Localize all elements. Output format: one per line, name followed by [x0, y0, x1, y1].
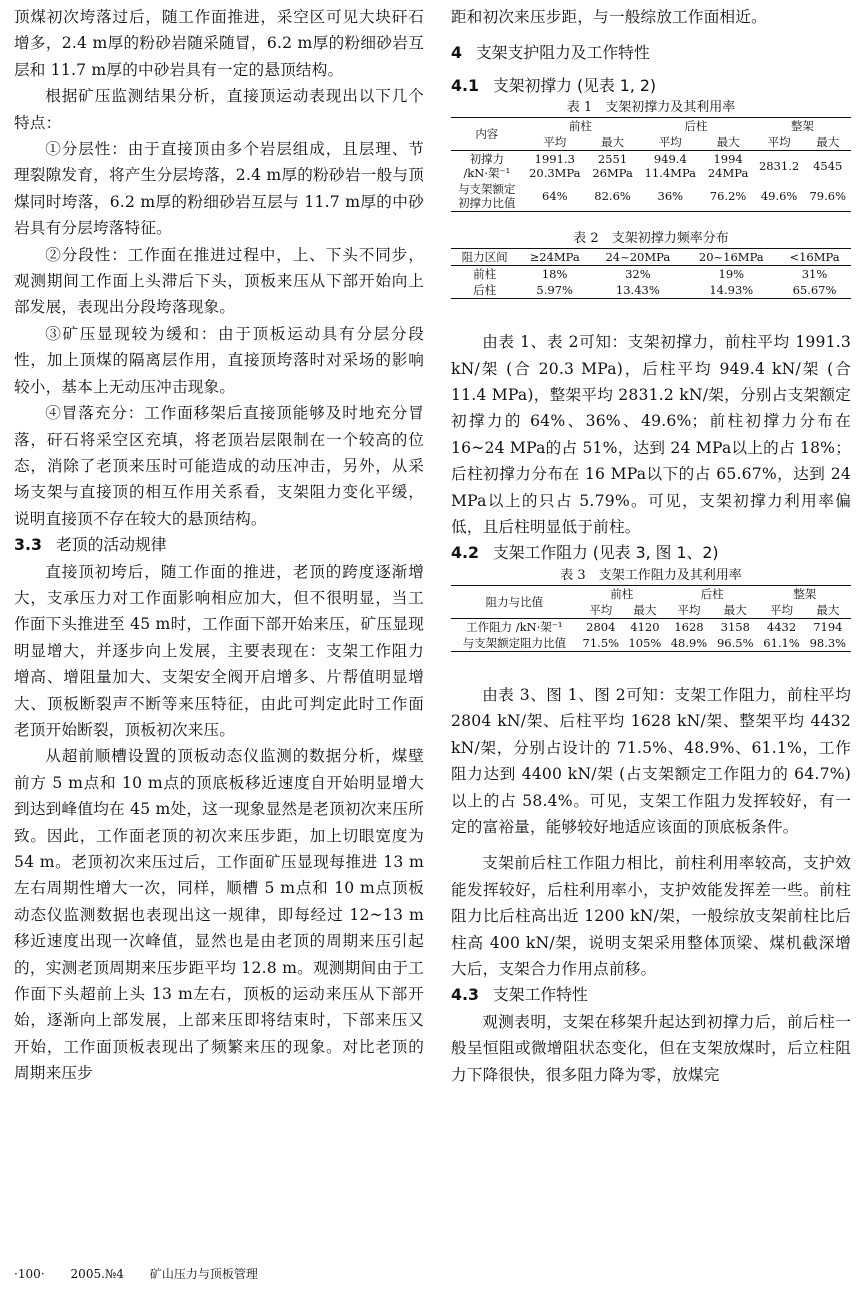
table-cell: 48.9% [666, 635, 712, 652]
table-caption: 表 1 支架初撑力及其利用率 [566, 100, 736, 116]
table-row-label-line: 与支架额定 [458, 182, 516, 197]
table-row-label: 与支架额定阻力比值 [451, 635, 578, 652]
table-1 [451, 99, 851, 212]
paragraph-monitoring-analysis: 从超前顺槽设置的顶板动态仪监测的数据分析，煤壁前方 5 m点和 10 m点的顶底板移近速度自开始明显增大到达到峰值均在 45 m处，这一现象显然是老顶初次来压所致。因此，工作面老顶的初次来压步距，加上切眼宽度为 54 m。老顶初次来压过后，工作面矿压显现每推进 13 m左右周期性增大一次，同样，顺槽 5 m点和 10 m点顶板动态仪监测数据也表现出这一规律，即每经过 12~13 m移近速度出现一次峰值，显然也是由老顶的周期来压引起的，实测老顶周期来压步距平均 12.8 m。观测期间由于工作面下头超前上头 13 m左右，顶板的运动来压从下部开始，逐渐向上部发展，上部来压即将结束时，下部来压又开始，工作面顶板表现出了频繁来压的现象。对比老顶的周期来压步 [14, 747, 424, 1083]
table-cell: 4545 [813, 159, 843, 174]
table-cell: 2831.2 [758, 159, 800, 174]
table-cell-value: 1991.3 [534, 152, 575, 167]
table-header: <16MPa [778, 249, 851, 266]
paragraph-segmenting: ②分段性：工作面在推进过程中，上、下头不同步，观测期间工作面上头滞后下头，顶板来压从下部开始向上部发展，表现出分段垮落现象。 [14, 245, 424, 317]
section-heading-4-3 [451, 982, 851, 1008]
table-cell [523, 151, 587, 182]
paragraph-step-continuation: 距和初次来压步距，与一般综放工作面相近。 [451, 8, 767, 26]
table-cell: 36% [638, 181, 702, 212]
table-cell-value: 1994 [713, 152, 743, 167]
table-cell-value: 20.3MPa [529, 166, 581, 181]
table-header: 最大 [587, 134, 638, 151]
table-cell: 31% [801, 267, 828, 282]
right-column [451, 4, 851, 1088]
section-heading-3-3 [14, 532, 424, 558]
paragraph-main-roof-first-weighting: 直接顶初垮后，随工作面的推进，老顶的跨度逐渐增大，支承压力对工作面影响相应加大，但不很明显，当工作面下头推进至 45 m时，工作面下部开始来压，矿压显现明显增大，并逐步向上发展，主要表现在：支架工作阻力增高、增阻量加大、支架安全阀开启增多、片帮值明显增大、顶板断裂声不断等来压特征，由此可判定此时工作面老顶开始断裂，顶板初次来压。 [14, 562, 424, 739]
table-header: 平均 [578, 602, 624, 619]
table-cell: 4432 [766, 619, 797, 634]
table-header: 平均 [638, 134, 702, 151]
table-cell: 14.93% [685, 282, 778, 299]
table-cell: 71.5% [578, 635, 624, 652]
table-header: 后柱 [638, 118, 754, 135]
table-header: 最大 [805, 134, 851, 151]
paragraph-full-caving: ④冒落充分：工作面移架后直接顶能够及时地充分冒落，矸石将采空区充填，将老顶岩层限制在一个较高的位态，消除了老顶来压时可能造成的动压冲击，另外，从采场支架与直接顶的相互作用关系看，支架阻力变化平缓，说明直接顶不存在较大的悬顶结构。 [14, 404, 424, 528]
table-cell: 79.6% [805, 181, 851, 212]
issue-number: 2005.№4 [70, 1267, 124, 1281]
table-header: 最大 [624, 602, 666, 619]
table-cell: 105% [624, 635, 666, 652]
section-heading-4 [451, 40, 851, 66]
table-cell-value: 11.4MPa [644, 166, 697, 181]
table-cell [638, 151, 702, 182]
table-row-label [451, 151, 523, 182]
table-row-label [451, 181, 523, 212]
table-cell: 4120 [630, 619, 660, 634]
table-cell: 7194 [813, 619, 843, 634]
paragraph-mild-pressure: ③矿压显现较为缓和：由于顶板运动具有分层分段性，加上顶煤的隔离层作用，直接顶垮落时对采场的影响较小，基本上无动压冲击现象。 [14, 324, 424, 396]
table-cell: 65.67% [778, 282, 851, 299]
table-cell: 18% [541, 267, 568, 282]
table-cell [703, 151, 754, 182]
table-caption: 表 2 支架初撑力频率分布 [573, 231, 729, 247]
paragraph-roof-coal-caving: 顶煤初次垮落过后，随工作面推进，采空区可见大块矸石增多，2.4 m厚的粉砂岩随采随冒，6.2 m厚的粉细砂岩互层和 11.7 m厚的中砂岩具有一定的悬顶结构。 [14, 8, 424, 79]
table-cell: 82.6% [587, 181, 638, 212]
table-1-grid [451, 117, 851, 212]
table-cell: 19% [718, 267, 745, 282]
table-cell: 3158 [720, 619, 750, 634]
table-row-label-line: 初撑力比值 [458, 196, 516, 211]
paragraph-support-characteristics: 观测表明，支架在移架升起达到初撑力后，前后柱一般呈恒阻或微增阻状态变化，但在支架放煤时，后立柱阻力下降很快，很多阻力降为零，放煤完 [451, 1012, 851, 1084]
table-header: 内容 [451, 118, 523, 151]
left-column [14, 4, 424, 1087]
table-header: ≥24MPa [518, 249, 591, 266]
page-number: ·100· [14, 1267, 45, 1281]
paragraph-layering: ①分层性：由于直接顶由多个岩层组成，且层理、节理裂隙发育，将产生分层垮落，2.4 m厚的粉砂岩一般与顶煤同时垮落，6.2 m厚的粉细砂岩互层与 11.7 m厚的中砂岩具有分层垮落特征。 [14, 140, 424, 238]
table-cell-value: 2551 [597, 152, 628, 167]
table-caption: 表 3 支架工作阻力及其利用率 [560, 567, 742, 583]
table-cell: 32% [625, 267, 651, 282]
section-title: 支架支护阻力及工作特性 [476, 43, 650, 63]
table-header: 平均 [758, 602, 804, 619]
table-cell: 1628 [674, 619, 704, 634]
table-cell-value: 26MPa [592, 166, 633, 181]
table-cell-value: 949.4 [653, 152, 687, 167]
table-header: 前柱 [578, 585, 666, 602]
table-header: 整架 [754, 118, 851, 135]
table-row-label: 后柱 [451, 282, 518, 299]
page-footer [14, 1266, 284, 1282]
table-2-grid [451, 248, 851, 299]
table-header: 后柱 [666, 585, 759, 602]
table-cell: 76.2% [703, 181, 754, 212]
table-cell: 61.1% [758, 635, 804, 652]
table-row-label: 前柱 [473, 267, 497, 282]
table-cell: 49.6% [754, 181, 805, 212]
paragraph-working-resistance-analysis: 由表 3、图 1、图 2可知：支架工作阻力，前柱平均 2804 kN/架、后柱平均 1628 kN/架、整架平均 4432 kN/架，分别占设计的 71.5%、48.9%、61.1%，工作阻力达到 4400 kN/架 (占支架额定工作阻力的 64.7%) 以上的占 58.4%。可见，支架工作阻力发挥较好，有一定的富裕量，能够较好地适应该面的顶底板条件。 [451, 685, 851, 836]
section-title: 支架工作特性 [492, 985, 588, 1005]
section-number: 4.1 [451, 75, 479, 95]
table-header: 最大 [703, 134, 754, 151]
paragraph-setting-load-analysis: 由表 1、表 2可知：支架初撑力，前柱平均 1991.3 kN/架 (合 20.3 MPa)，后柱平均 949.4 kN/架 (合 11.4 MPa)，整架平均 2831.2 kN/架，分别占支架额定初撑力的 64%、36%、49.6%；前柱初撑力分布在 16~24 MPa的占 51%，达到 24 MPa以上的占 18%；后柱初撑力分布在 16 MPa以下的占 65.67%，达到 24 MPa以上的只占 5.79%。可见，支架初撑力利用率偏低，且后柱明显低于前柱。 [451, 333, 851, 537]
table-cell: 5.97% [518, 282, 591, 299]
section-number: 4.3 [451, 985, 479, 1005]
paragraph-features-intro: 根据矿压监测结果分析，直接顶运动表现出以下几个特点： [14, 87, 424, 132]
table-cell: 96.5% [712, 635, 758, 652]
table-header: 平均 [523, 134, 587, 151]
table-cell: 98.3% [805, 635, 851, 652]
table-row-label-line: 初撑力 [469, 152, 505, 167]
table-header: 阻力区间 [451, 249, 518, 266]
table-3 [451, 567, 851, 652]
section-heading-4-2 [451, 540, 851, 566]
section-heading-4-1 [451, 73, 851, 99]
table-2 [451, 230, 851, 299]
table-header: 平均 [666, 602, 712, 619]
table-cell: 13.43% [591, 282, 684, 299]
table-cell [587, 151, 638, 182]
table-header: 平均 [754, 134, 805, 151]
table-row-label-line: /kN·架⁻¹ [463, 166, 511, 181]
section-title: 支架初撑力 (见表 1, 2) [492, 75, 657, 95]
table-header: 整架 [758, 585, 851, 602]
section-title: 支架工作阻力 (见表 3, 图 1、2) [492, 543, 719, 563]
table-header: 最大 [805, 602, 851, 619]
section-title: 老顶的活动规律 [55, 535, 167, 555]
table-header: 前柱 [523, 118, 639, 135]
table-3-grid [451, 585, 851, 652]
journal-name: 矿山压力与顶板管理 [149, 1267, 258, 1281]
table-header: 20~16MPa [685, 249, 778, 266]
section-number: 4 [451, 43, 462, 63]
table-cell: 2804 [586, 619, 616, 634]
table-row-label: 工作阻力 /kN·架⁻¹ [466, 619, 563, 634]
table-header: 24~20MPa [591, 249, 684, 266]
table-cell: 64% [523, 181, 587, 212]
section-number: 4.2 [451, 543, 479, 563]
table-header: 阻力与比值 [451, 585, 578, 618]
table-cell-value: 24MPa [707, 166, 749, 181]
paragraph-front-rear-comparison: 支架前后柱工作阻力相比，前柱利用率较高，支护效能发挥较好，后柱利用率小，支护效能发挥差一些。前柱阻力比后柱高出近 1200 kN/架，一般综放支架前柱比后柱高 400 kN/架，说明支架采用整体顶梁、煤机截深增大后，支架合力作用点前移。 [451, 854, 851, 978]
table-header: 最大 [712, 602, 758, 619]
section-number: 3.3 [14, 535, 42, 555]
